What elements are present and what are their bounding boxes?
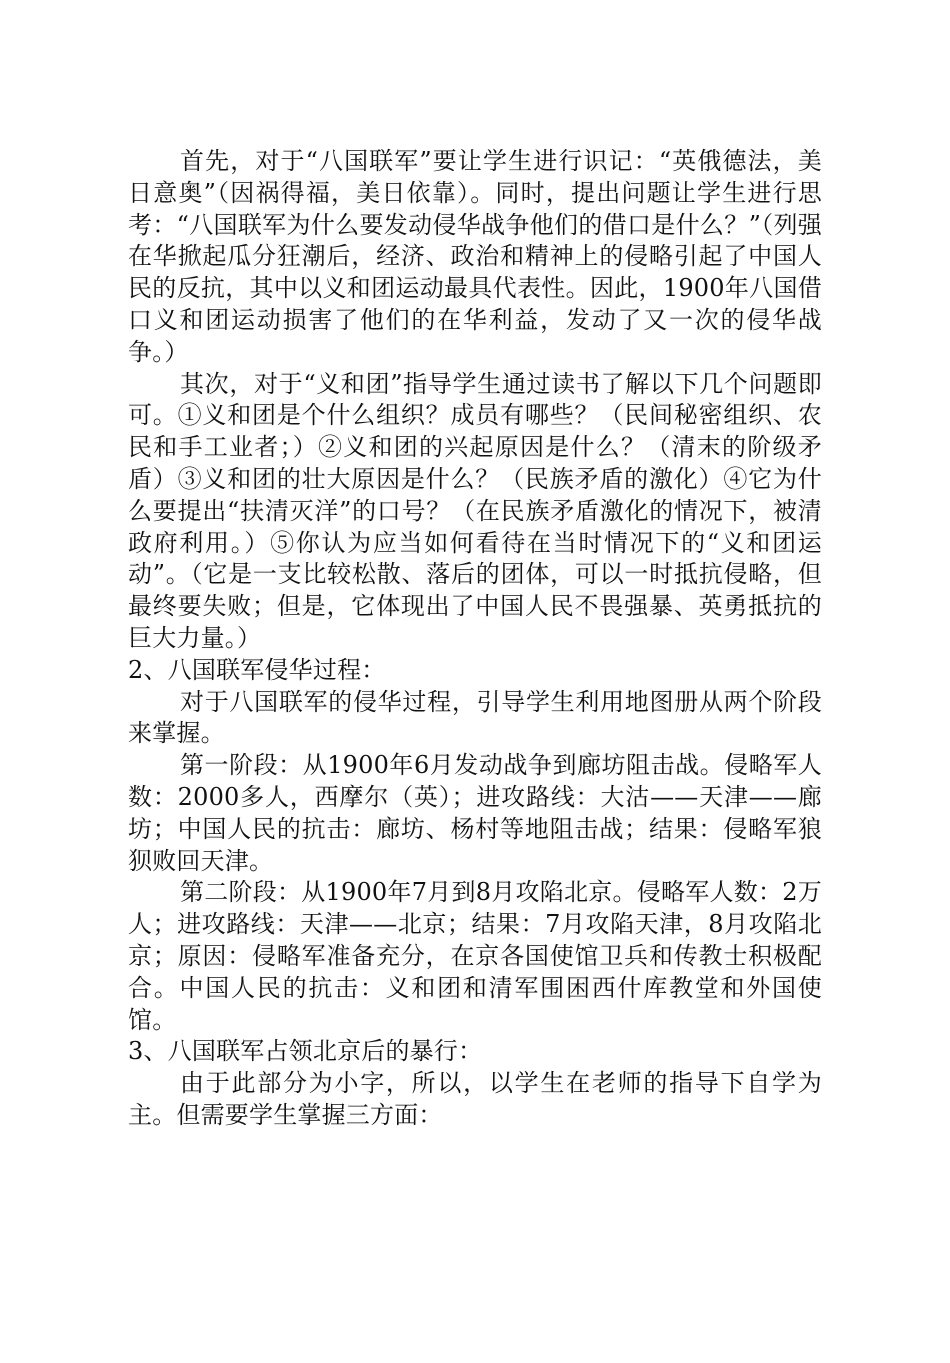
- paragraph-boxer-questions: 其次，对于“义和团”指导学生通过读书了解以下几个问题即可。①义和团是个什么组织？成员有哪些？（民间秘密组织、农民和手工业者；）②义和团的兴起原因是什么？（清末的阶级矛盾）③义和团的壮大原因是什么？（民族矛盾的激化）④它为什么要提出“扶清灭洋”的口号？（在民族矛盾激化的情况下，被清政府利用。）⑤你认为应当如何看待在当时情况下的“义和团运动”。（它是一支比较松散、落后的团体，可以一时抵抗侵略，但最终要失败；但是，它体现出了中国人民不畏强暴、英勇抵抗的巨大力量。）: [128, 369, 822, 652]
- document-body: [128, 146, 822, 1132]
- section-heading-invasion-process: 2、八国联军侵华过程：: [128, 655, 386, 684]
- paragraph-stage-two: 第二阶段：从1900年7月到8月攻陷北京。侵略军人数：2万人；进攻路线：天津——北京；结果：7月攻陷天津，8月攻陷北京；原因：侵略军准备充分，在京各国使馆卫兵和传教士积极配合。中国人民的抗击：义和团和清军围困西什库教堂和外国使馆。: [128, 878, 822, 1034]
- paragraph-invasion-two-stages: 对于八国联军的侵华过程，引导学生利用地图册从两个阶段来掌握。: [128, 687, 822, 748]
- section-heading-atrocities: 3、八国联军占领北京后的暴行：: [128, 1037, 483, 1066]
- paragraph-eight-nation-alliance-intro: 首先，对于“八国联军”要让学生进行识记：“英俄德法，美日意奥”（因祸得福，美日依靠）。同时，提出问题让学生进行思考：“八国联军为什么要发动侵华战争他们的借口是什么？”（列强在华掀起瓜分狂潮后，经济、政治和精神上的侵略引起了中国人民的反抗，其中以义和团运动最具代表性。因此，1900年八国借口义和团运动损害了他们的在华利益，发动了又一次的侵华战争。）: [128, 147, 822, 366]
- paragraph-stage-one: 第一阶段：从1900年6月发动战争到廊坊阻击战。侵略军人数：2000多人，西摩尔（英）；进攻路线：大沽——天津——廊坊；中国人民的抗击：廊坊、杨村等地阻击战；结果：侵略军狼狈败回天津。: [128, 751, 822, 875]
- paragraph-self-study: 由于此部分为小字，所以，以学生在老师的指导下自学为主。但需要学生掌握三方面：: [128, 1069, 822, 1129]
